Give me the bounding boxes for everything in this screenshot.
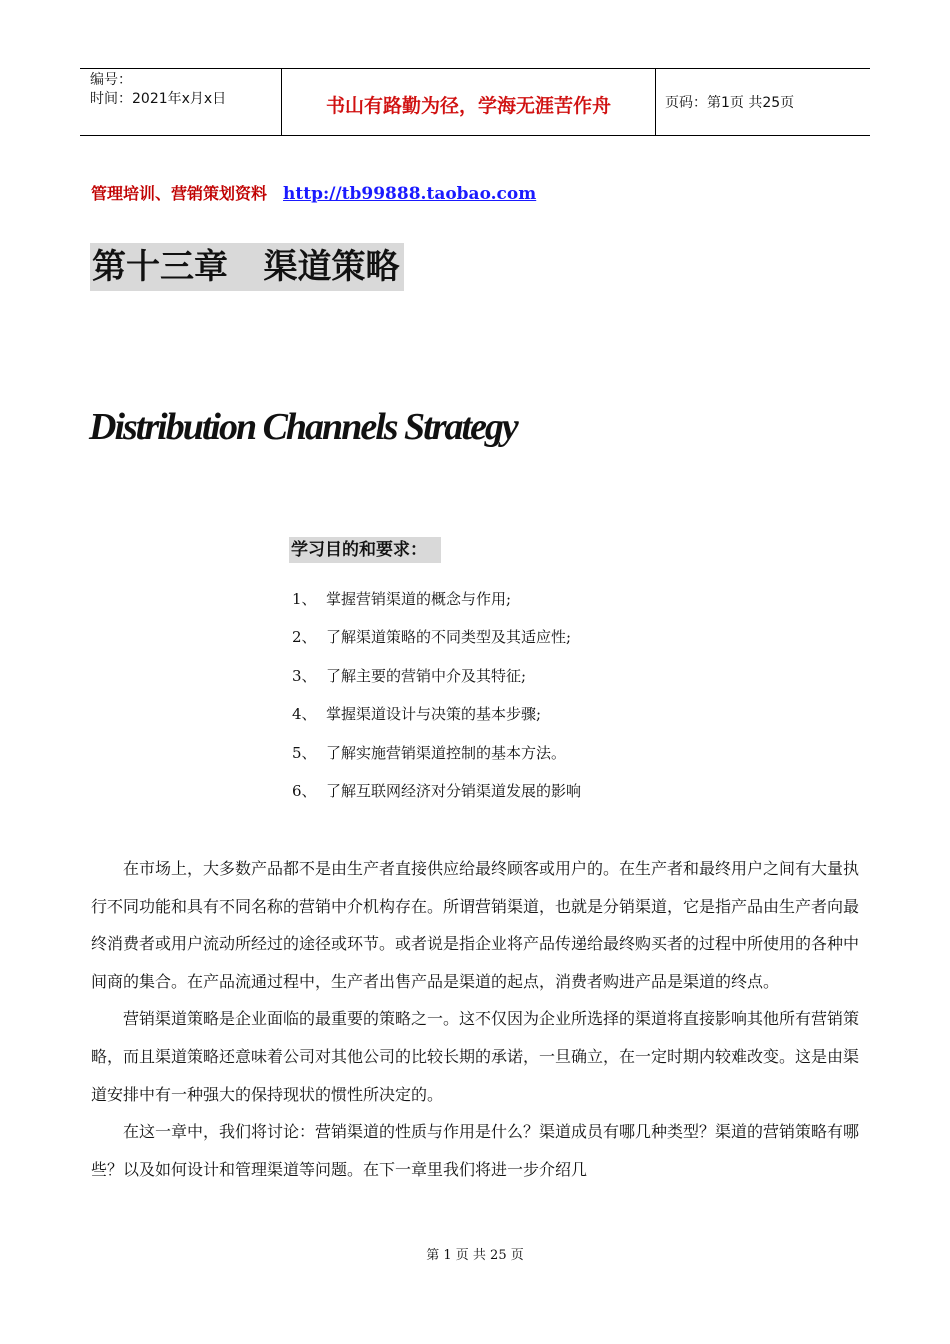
objective-item — [292, 740, 581, 778]
header-bottom-rule — [80, 135, 870, 136]
objective-number: 3、 — [292, 666, 317, 685]
objectives-list — [292, 586, 581, 816]
header-top-rule — [80, 68, 870, 69]
objective-item — [292, 586, 581, 624]
english-title: Distribution Channels Strategy — [89, 406, 517, 448]
header-divider-right — [655, 68, 656, 135]
objective-item — [292, 624, 581, 662]
header-motto: 书山有路勤为径，学海无涯苦作舟 — [325, 95, 611, 117]
objective-text: 掌握营销渠道的概念与作用; — [326, 590, 512, 608]
objective-item — [292, 701, 581, 739]
objective-item — [292, 778, 581, 816]
promo-line — [91, 181, 536, 204]
objective-number: 5、 — [292, 743, 317, 762]
objective-item — [292, 663, 581, 701]
body-text — [91, 850, 859, 1188]
objective-number: 2、 — [292, 628, 317, 647]
promo-link[interactable]: http://tb99888.taobao.com — [283, 184, 537, 204]
objective-text: 了解实施营销渠道控制的基本方法。 — [326, 743, 567, 762]
header-time-label: 时间：2021年x月x日 — [90, 91, 227, 107]
page-footer: 第 1 页 共 25 页 — [426, 1248, 524, 1263]
objectives-heading: 学习目的和要求： — [289, 537, 441, 563]
body-paragraph: 营销渠道策略是企业面临的最重要的策略之一。这不仅因为企业所选择的渠道将直接影响其他所有营销策略，而且渠道策略还意味着公司对其他公司的比较长期的承诺，一旦确立，在一定时期内较难改变。这是由渠道安排中有一种强大的保持现状的惯性所决定的。 — [91, 1009, 860, 1104]
chapter-title: 第十三章 渠道策略 — [90, 243, 404, 291]
objective-number: 4、 — [292, 705, 317, 724]
body-paragraph: 在市场上，大多数产品都不是由生产者直接供应给最终顾客或用户的。在生产者和最终用户之间有大量执行不同功能和具有不同名称的营销中介机构存在。所谓营销渠道，也就是分销渠道，它是指产品由生产者向最终消费者或用户流动所经过的途径或环节。或者说是指企业将产品传递给最终购买者的过程中所使用的各种中间商的集合。在产品流通过程中，生产者出售产品是渠道的起点，消费者购进产品是渠道的终点。 — [91, 859, 860, 991]
header-meta — [90, 71, 226, 109]
body-paragraph: 在这一章中，我们将讨论：营销渠道的性质与作用是什么？渠道成员有哪几种类型？渠道的营销策略有哪些？以及如何设计和管理渠道等问题。在下一章里我们将进一步介绍几 — [91, 1122, 860, 1179]
objective-text: 了解互联网经济对分销渠道发展的影响 — [326, 781, 582, 800]
promo-text: 管理培训、营销策划资料 — [91, 184, 268, 203]
objective-number: 6、 — [292, 781, 317, 800]
objective-number: 1、 — [292, 590, 317, 608]
objective-text: 了解主要的营销中介及其特征; — [326, 666, 527, 685]
header-page-label: 页码：第1页 共25页 — [665, 95, 795, 111]
objective-text: 掌握渠道设计与决策的基本步骤; — [326, 705, 542, 724]
header-number-label: 编号： — [90, 72, 132, 88]
objective-text: 了解渠道策略的不同类型及其适应性; — [326, 628, 572, 647]
